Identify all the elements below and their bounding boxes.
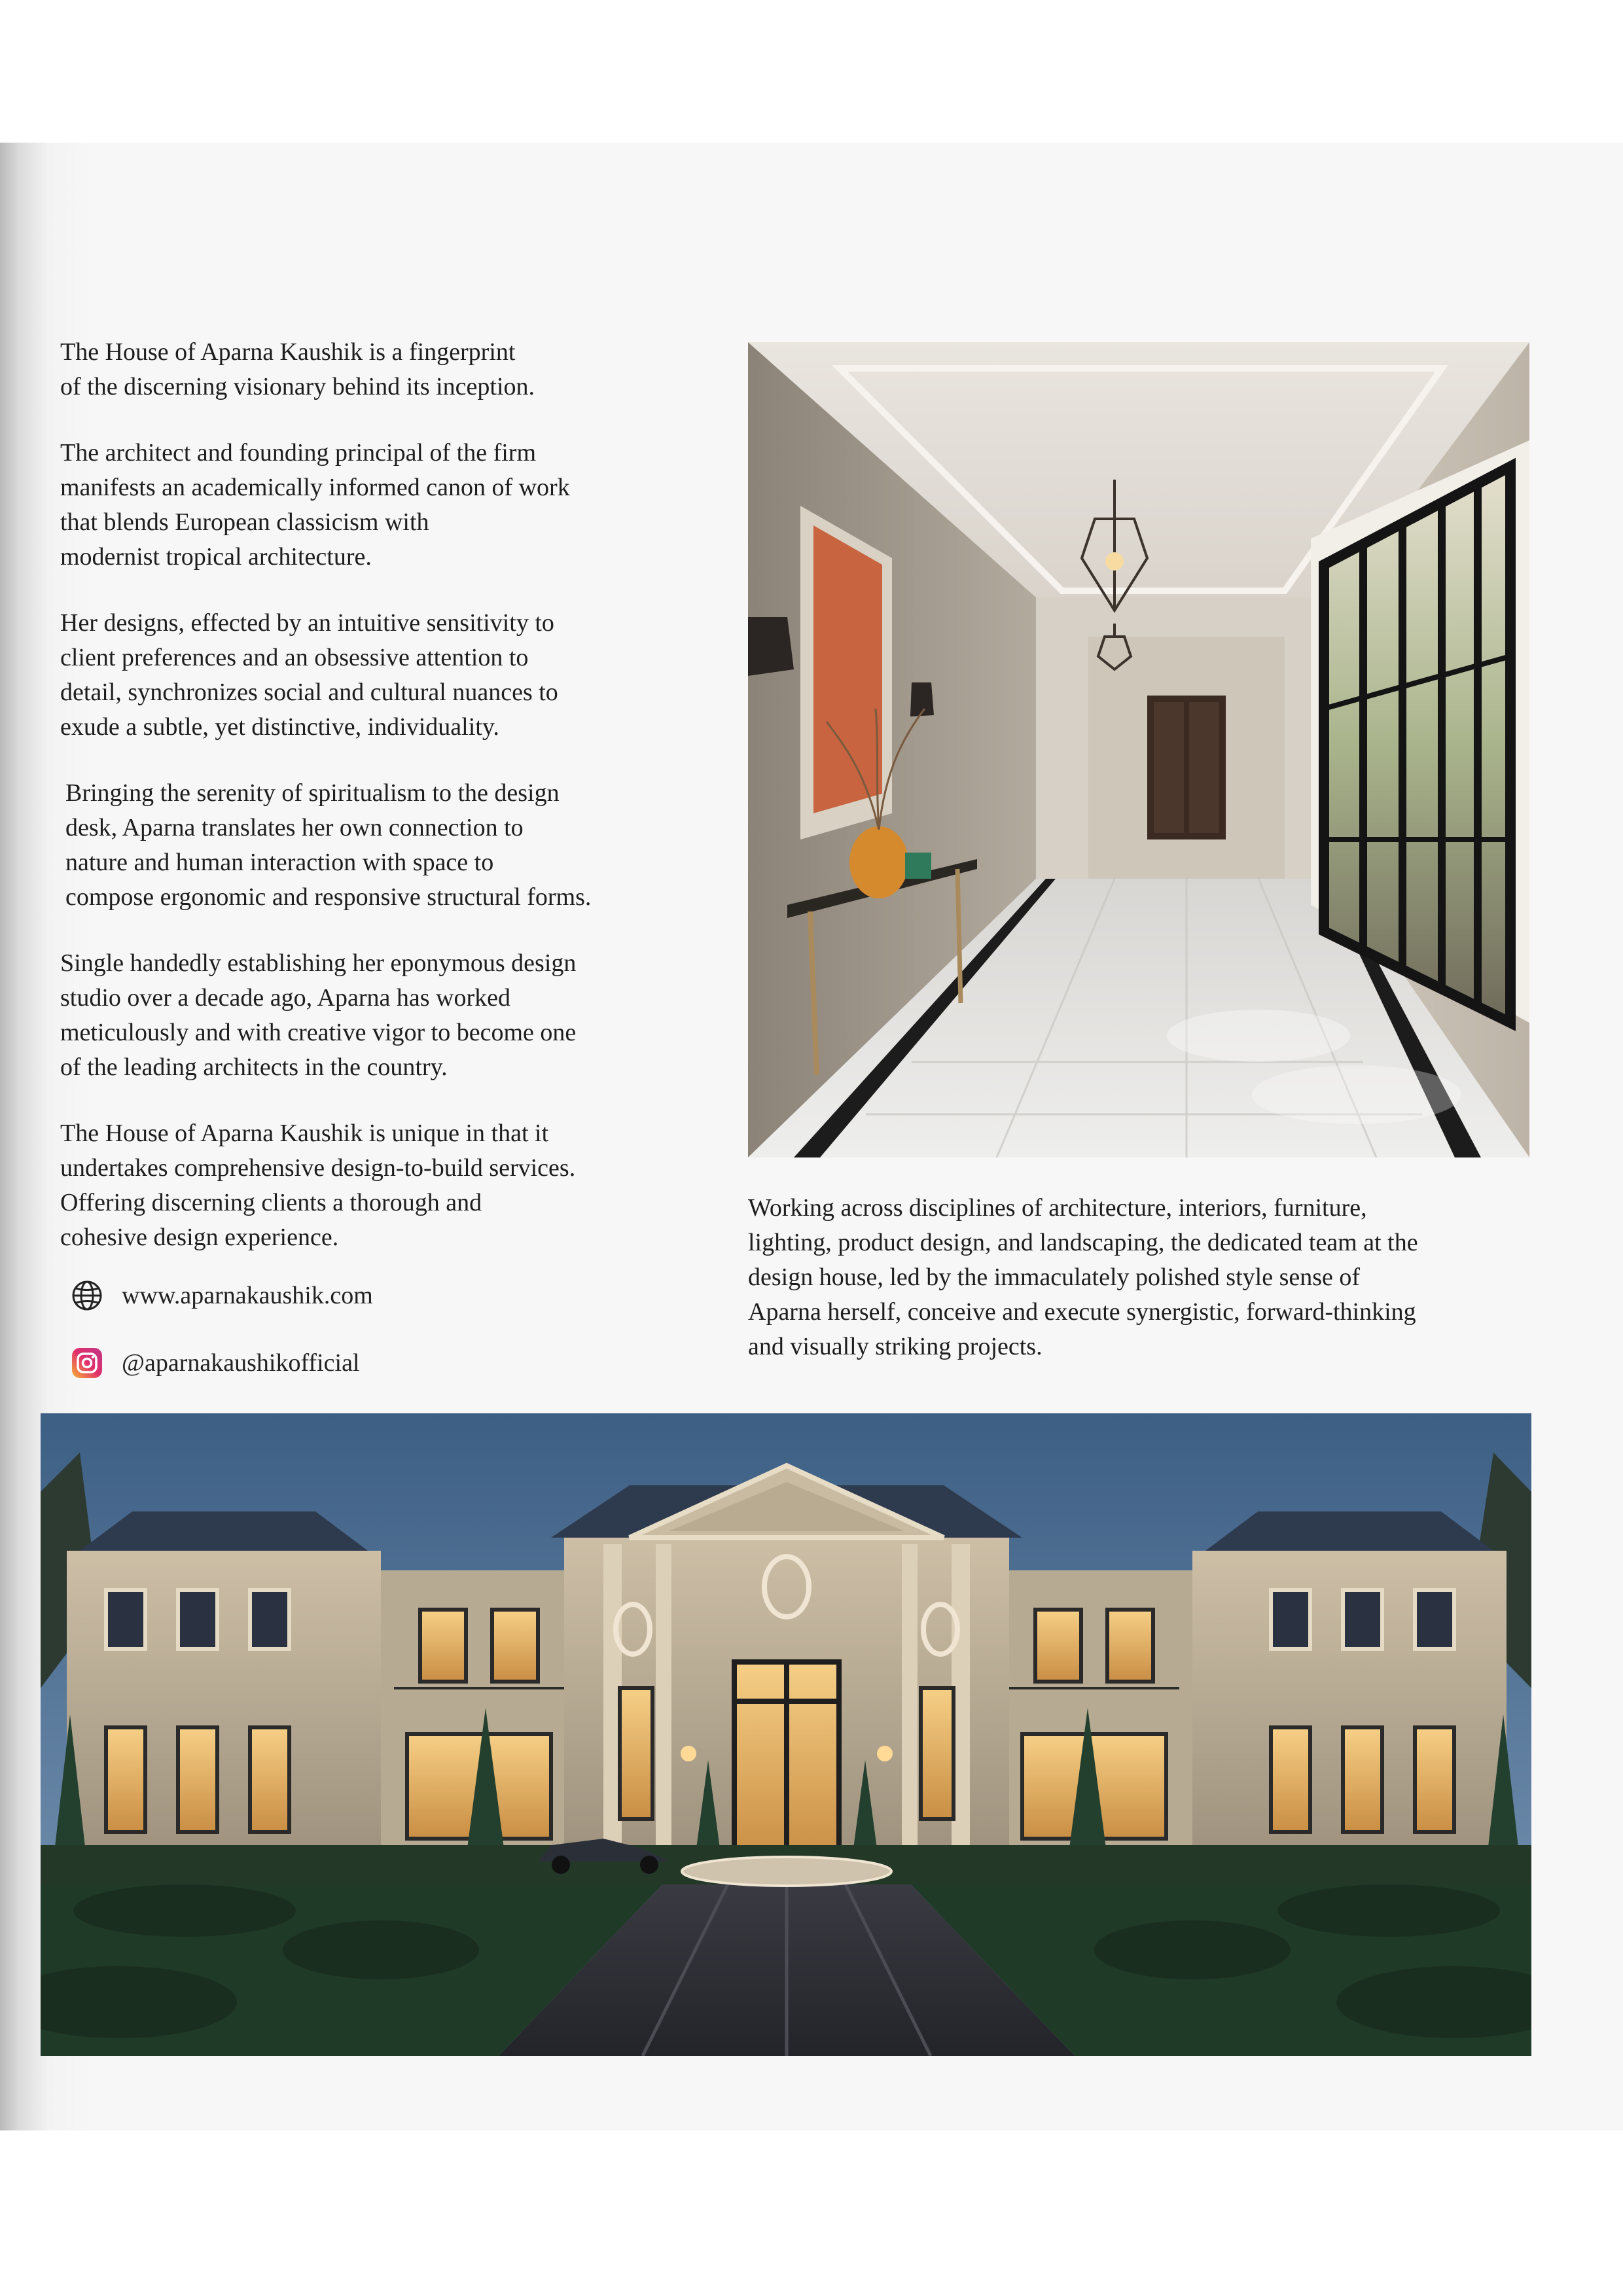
globe-icon [71, 1279, 103, 1312]
photo-caption: Working across disciplines of architecture, interiors, furniture, lighting, product design, and landscaping, the dedicated team at the design house, led by the immaculately polished style sense of Aparna herself, conceive and execute synergistic, forward-thinking and visually striking projects. [748, 1194, 1418, 1360]
website-link[interactable]: www.aparnakaushik.com [122, 1282, 373, 1309]
intro-paragraph-2: The architect and founding principal of the firm manifests an academically informed canon of work that blends European classicism with modernist tropical architecture. [60, 439, 570, 571]
instagram-icon [71, 1347, 103, 1379]
intro-text-column [60, 335, 715, 1286]
villa-exterior-photo [41, 1413, 1531, 2056]
intro-paragraph-3: Her designs, effected by an intuitive sensitivity to client preferences and an obsessive attention to detail, synchronizes social and cultural nuances to exude a subtle, yet distinctive, individuality. [60, 609, 558, 741]
intro-paragraph-1: The House of Aparna Kaushik is a fingerprint of the discerning visionary behind its inception. [60, 338, 535, 400]
intro-paragraph-6: The House of Aparna Kaushik is unique in that it undertakes comprehensive design-to-build services. Offering discerning clients a thorough and cohesive design experience. [60, 1120, 576, 1251]
hallway-interior-photo [748, 342, 1529, 1157]
instagram-contact[interactable] [71, 1340, 360, 1386]
instagram-handle[interactable]: @aparnakaushikofficial [122, 1349, 360, 1377]
website-contact[interactable] [71, 1273, 373, 1318]
intro-paragraph-5: Single handedly establishing her eponymous design studio over a decade ago, Aparna has worked meticulously and with creative vigor to become one of the leading architects in the country. [60, 949, 577, 1081]
intro-paragraph-4: Bringing the serenity of spiritualism to the design desk, Aparna translates her own connection to nature and human interaction with space to compose ergonomic and responsive structural forms. [65, 779, 592, 911]
